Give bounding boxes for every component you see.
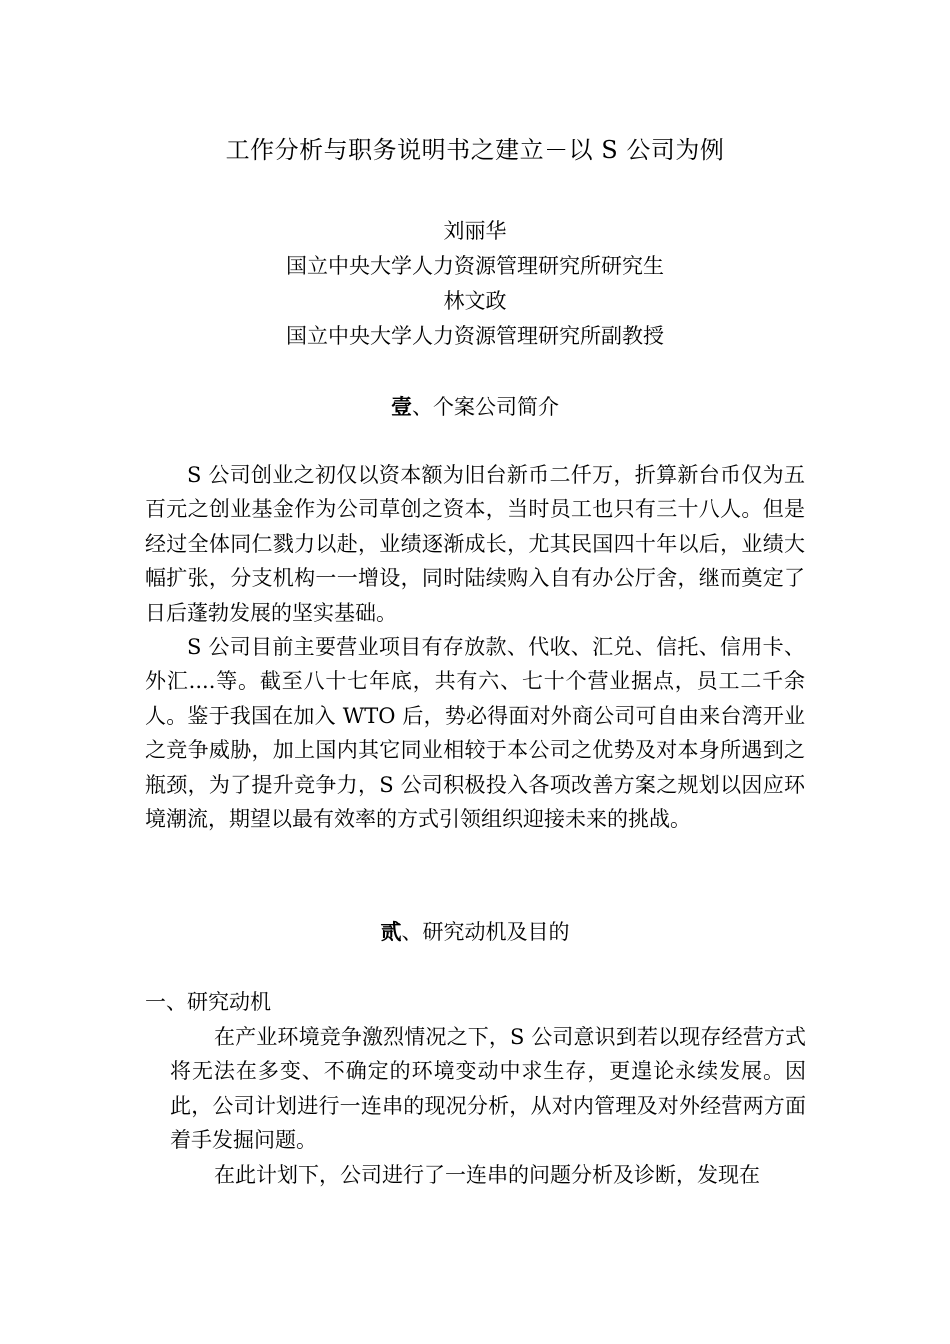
author-name-2: 林文政: [443, 289, 507, 313]
section-1-heading: [0, 390, 950, 424]
section-1-body: [145, 458, 805, 836]
document-title: 工作分析与职务说明书之建立－以 S 公司为例: [225, 136, 725, 164]
paragraph: 在产业环境竞争激烈情况之下，S 公司意识到若以现存经营方式将无法在多变、不确定的环境变动中求生存，更遑论永续发展。因此，公司计划进行一连串的现况分析，从对内管理及对外经营两方面着手发掘问题。: [170, 1025, 806, 1153]
paragraph: 在此计划下，公司进行了一连串的问题分析及诊断，发现在: [214, 1162, 760, 1187]
author-name-1: 刘丽华: [443, 219, 507, 243]
paragraph: S 公司目前主要营业项目有存放款、代收、汇兑、信托、信用卡、外汇....等。截至八十七年底，共有六、七十个营业据点，员工二千余人。鉴于我国在加入 WTO 后，势必得面对外商公司可自由来台湾开业之竞争威胁，加上国内其它同业相较于本公司之优势及对本身所遇到之瓶颈，为了提升竞争力，S 公司积极投入各项改善方案之规划以因应环境潮流，期望以最有效率的方式引领组织迎接未来的挑战。: [145, 635, 805, 832]
section-1-title: 、个案公司简介: [412, 395, 559, 419]
author-affiliation-1: 国立中央大学人力资源管理研究所研究生: [286, 254, 664, 278]
section-2-number: 贰: [380, 919, 402, 944]
section-1-number: 壹: [391, 394, 412, 419]
section-2-title: 、研究动机及目的: [401, 920, 570, 944]
subsection-heading: 一、研究动机: [145, 990, 271, 1014]
author-affiliation-2: 国立中央大学人力资源管理研究所副教授: [286, 324, 664, 348]
subsection-body: [170, 1020, 806, 1192]
paragraph: S 公司创业之初仅以资本额为旧台新币二仟万，折算新台币仅为五百元之创业基金作为公司草创之资本，当时员工也只有三十八人。但是经过全体同仁戮力以赴，业绩逐渐成长，尤其民国四十年以后，业绩大幅扩张，分支机构一一增设，同时陆续购入自有办公厅舍，继而奠定了日后蓬勃发展的坚实基础。: [145, 463, 805, 625]
section-2-heading: [0, 915, 950, 949]
author-block: [0, 214, 950, 354]
